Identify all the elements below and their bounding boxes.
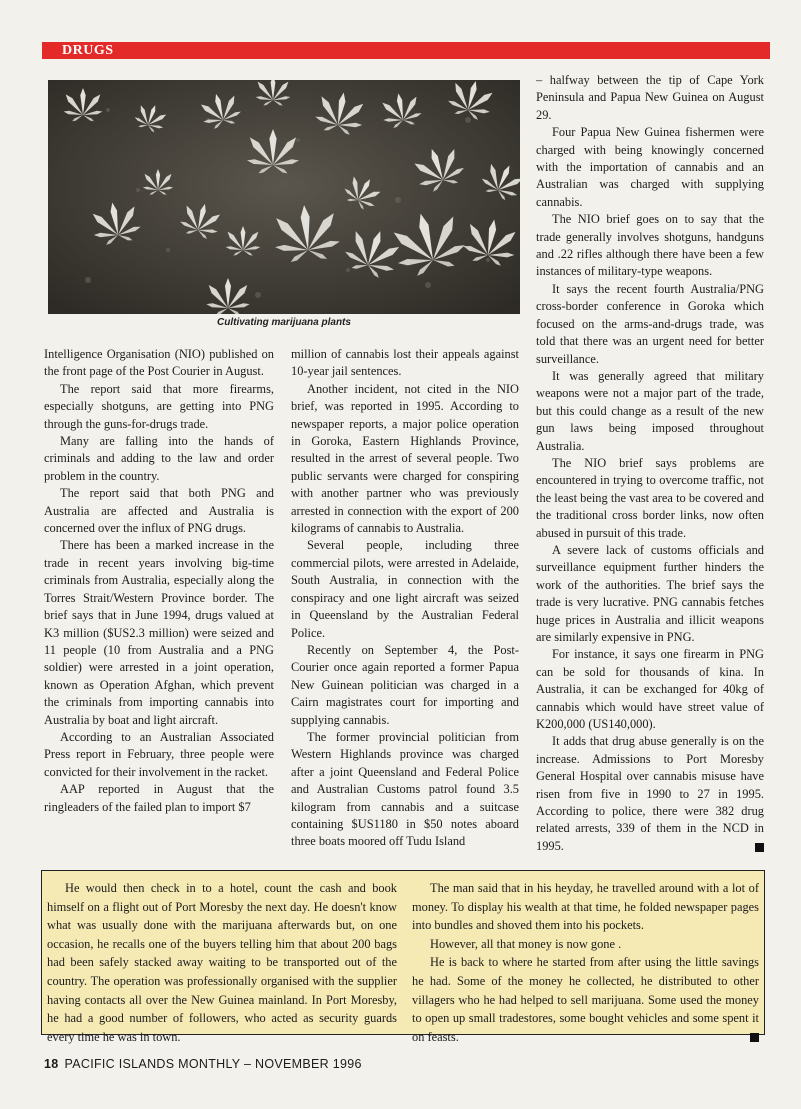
paragraph: It says the recent fourth Australia/PNG cross-border conference in Goroka which focused on the arms-and-drugs trade, was told that there was an urgent need for better surveillance. — [536, 281, 764, 366]
page-number: 18 — [44, 1057, 59, 1071]
publication-name: PACIFIC ISLANDS MONTHLY – NOVEMBER 1996 — [64, 1057, 362, 1071]
end-of-story-mark — [750, 1033, 759, 1042]
paragraph-text: It adds that drug abuse generally is on the increase. Admissions to Port Moresby General Hospital over cannabis misuse have risen from five in 1990 to 27 in 1995. According to police, there were 382 drug related arrests, 339 of them in the NCD in 1995. — [536, 734, 764, 853]
article-column-3 — [536, 72, 764, 855]
paragraph: A severe lack of customs officials and surveillance equipment further hinders the work of the authorities. The brief says the trade is very lucrative. PNG cannabis fetches huge prices in Australia and illicit weapons are similarly expensive in PNG. — [536, 542, 764, 644]
paragraph: The NIO brief goes on to say that the trade generally involves shotguns, handguns and .22 rifles although there have been a few instances of military-type weapons. — [536, 212, 764, 279]
paragraph: However, all that money is now gone . — [430, 936, 622, 951]
paragraph-text: He is back to where he started from after using the little savings he had. Some of the money he collected, he distributed to other villagers who he had helped to sell marijuana. Some used the money to open up small tradestores, some bought vehicles and some spent it on feasts. — [412, 955, 759, 1044]
marijuana-plants-photo — [48, 80, 520, 314]
paragraph: The man said that in his heyday, he travelled around with a lot of money. To display his wealth at that time, he folded newspaper pages into bundles and shoved them into his pockets. — [412, 881, 759, 933]
paragraph: It was generally agreed that military weapons were not a major part of the trade, but this could change as a result of the new gun laws being imposed throughout Australia. — [536, 368, 764, 453]
paragraph: million of cannabis lost their appeals against 10-year jail sentences. — [291, 347, 519, 379]
paragraph: Four Papua New Guinea fishermen were charged with being knowingly concerned with the importation of cannabis and an Australian was charged with supplying cannabis. — [536, 125, 764, 209]
sidebar-box — [41, 870, 765, 1044]
paragraph — [44, 346, 274, 381]
sidebar-column-2 — [412, 879, 759, 1046]
page-footer — [44, 1057, 362, 1071]
paragraph: The NIO brief says problems are encountered in trying to overcome traffic, not the least being the vast area to be covered and the traditional cross border links, now often abused in pursuit of this trade. — [536, 455, 764, 540]
paragraph: Many are falling into the hands of criminals and adding to the law and order problem in the country. — [44, 434, 274, 483]
paragraph: The former provincial politician from Western Highlands province was charged after a joint Queensland and Federal Police and Australian Customs patrol found 3.5 kilogram from cannabis and a suitcase containing $US1180 in $50 notes aboard three boats moored off Tudu Island — [291, 729, 519, 849]
paragraph-text: Intelligence Organisation (NIO) published on the front page of the Post Courier in August. — [44, 347, 274, 379]
paragraph: Several people, including three commercial pilots, were arrested in Adelaide, South Australia, in connection with the conspiracy and one light aircraft was seized in Queensland by the Australian Federal Police. — [291, 538, 519, 640]
sidebar-column-1 — [47, 879, 397, 1046]
paragraph: Recently on September 4, the Post-Courier once again reported a former Papua New Guinean politician was charged in a Cairn magistrates court for importing and supplying cannabis. — [291, 642, 519, 727]
photo-caption: Cultivating marijuana plants — [217, 317, 351, 328]
paragraph: – halfway between the tip of Cape York Peninsula and Papua New Guinea on August 29. — [536, 73, 764, 122]
article-column-1 — [44, 346, 274, 816]
paragraph: He would then check in to a hotel, count the cash and book himself on a flight out of Port Moresby the next day. He doesn't know what was usually done with the marijuana afterwards but, on one occasion, he recalls one of the buyers telling him that about 200 bags had been safely stacked away waiting to be transported out of the country. The operation was professionally organised with the supplier having contacts all over the New Guinea mainland. In Port Moresby, he had a good number of followers, who acted as security guards every time he was in town. — [47, 881, 397, 1044]
paragraph-final — [412, 953, 759, 1046]
paragraph: AAP reported in August that the ringleaders of the failed plan to import $7 — [44, 782, 274, 814]
end-of-story-mark — [755, 843, 764, 852]
paragraph: Another incident, not cited in the NIO brief, was reported in 1995. According to newspaper reports, a major police operation in Goroka, Eastern Highlands Province, resulted in the arrest of several people. Two public servants were charged for conspiring with another partner who was previously arrested in connection with the export of 200 kilograms of cannabis to Australia. — [291, 381, 519, 536]
paragraph: The report said that more firearms, especially shotguns, are getting into PNG through the guns-for-drugs trade. — [44, 381, 274, 431]
paragraph: According to an Australian Associated Press report in February, three people were convicted for their involvement in the racket. — [44, 729, 274, 779]
section-label: DRUGS — [62, 43, 114, 58]
paragraph: The report said that both PNG and Australia are affected and Australia is concerned over the influx of PNG drugs. — [44, 486, 274, 536]
paragraph: There has been a marked increase in the trade in recent years involving big-time criminals from Australia, especially along the Torres Strait/Western Province border. The brief says that in June 1994, drugs valued at K3 million ($US2.3 million) were seized and 11 people (10 from Australia and a PNG soldier) were arrested in a joint operation, known as Operation Afghan, which prevent the criminals from importing cannabis into Australia by boat and light aircraft. — [44, 538, 274, 727]
paragraph: For instance, it says one firearm in PNG can be sold for thousands of kina. In Australia, it can be exchanged for 40kg of cannabis which would have street value of K200,000 (US140,000). — [536, 647, 764, 732]
paragraph-final — [536, 733, 764, 855]
photo-image — [48, 80, 520, 314]
section-header-bar — [42, 42, 770, 59]
article-column-2 — [291, 346, 519, 851]
